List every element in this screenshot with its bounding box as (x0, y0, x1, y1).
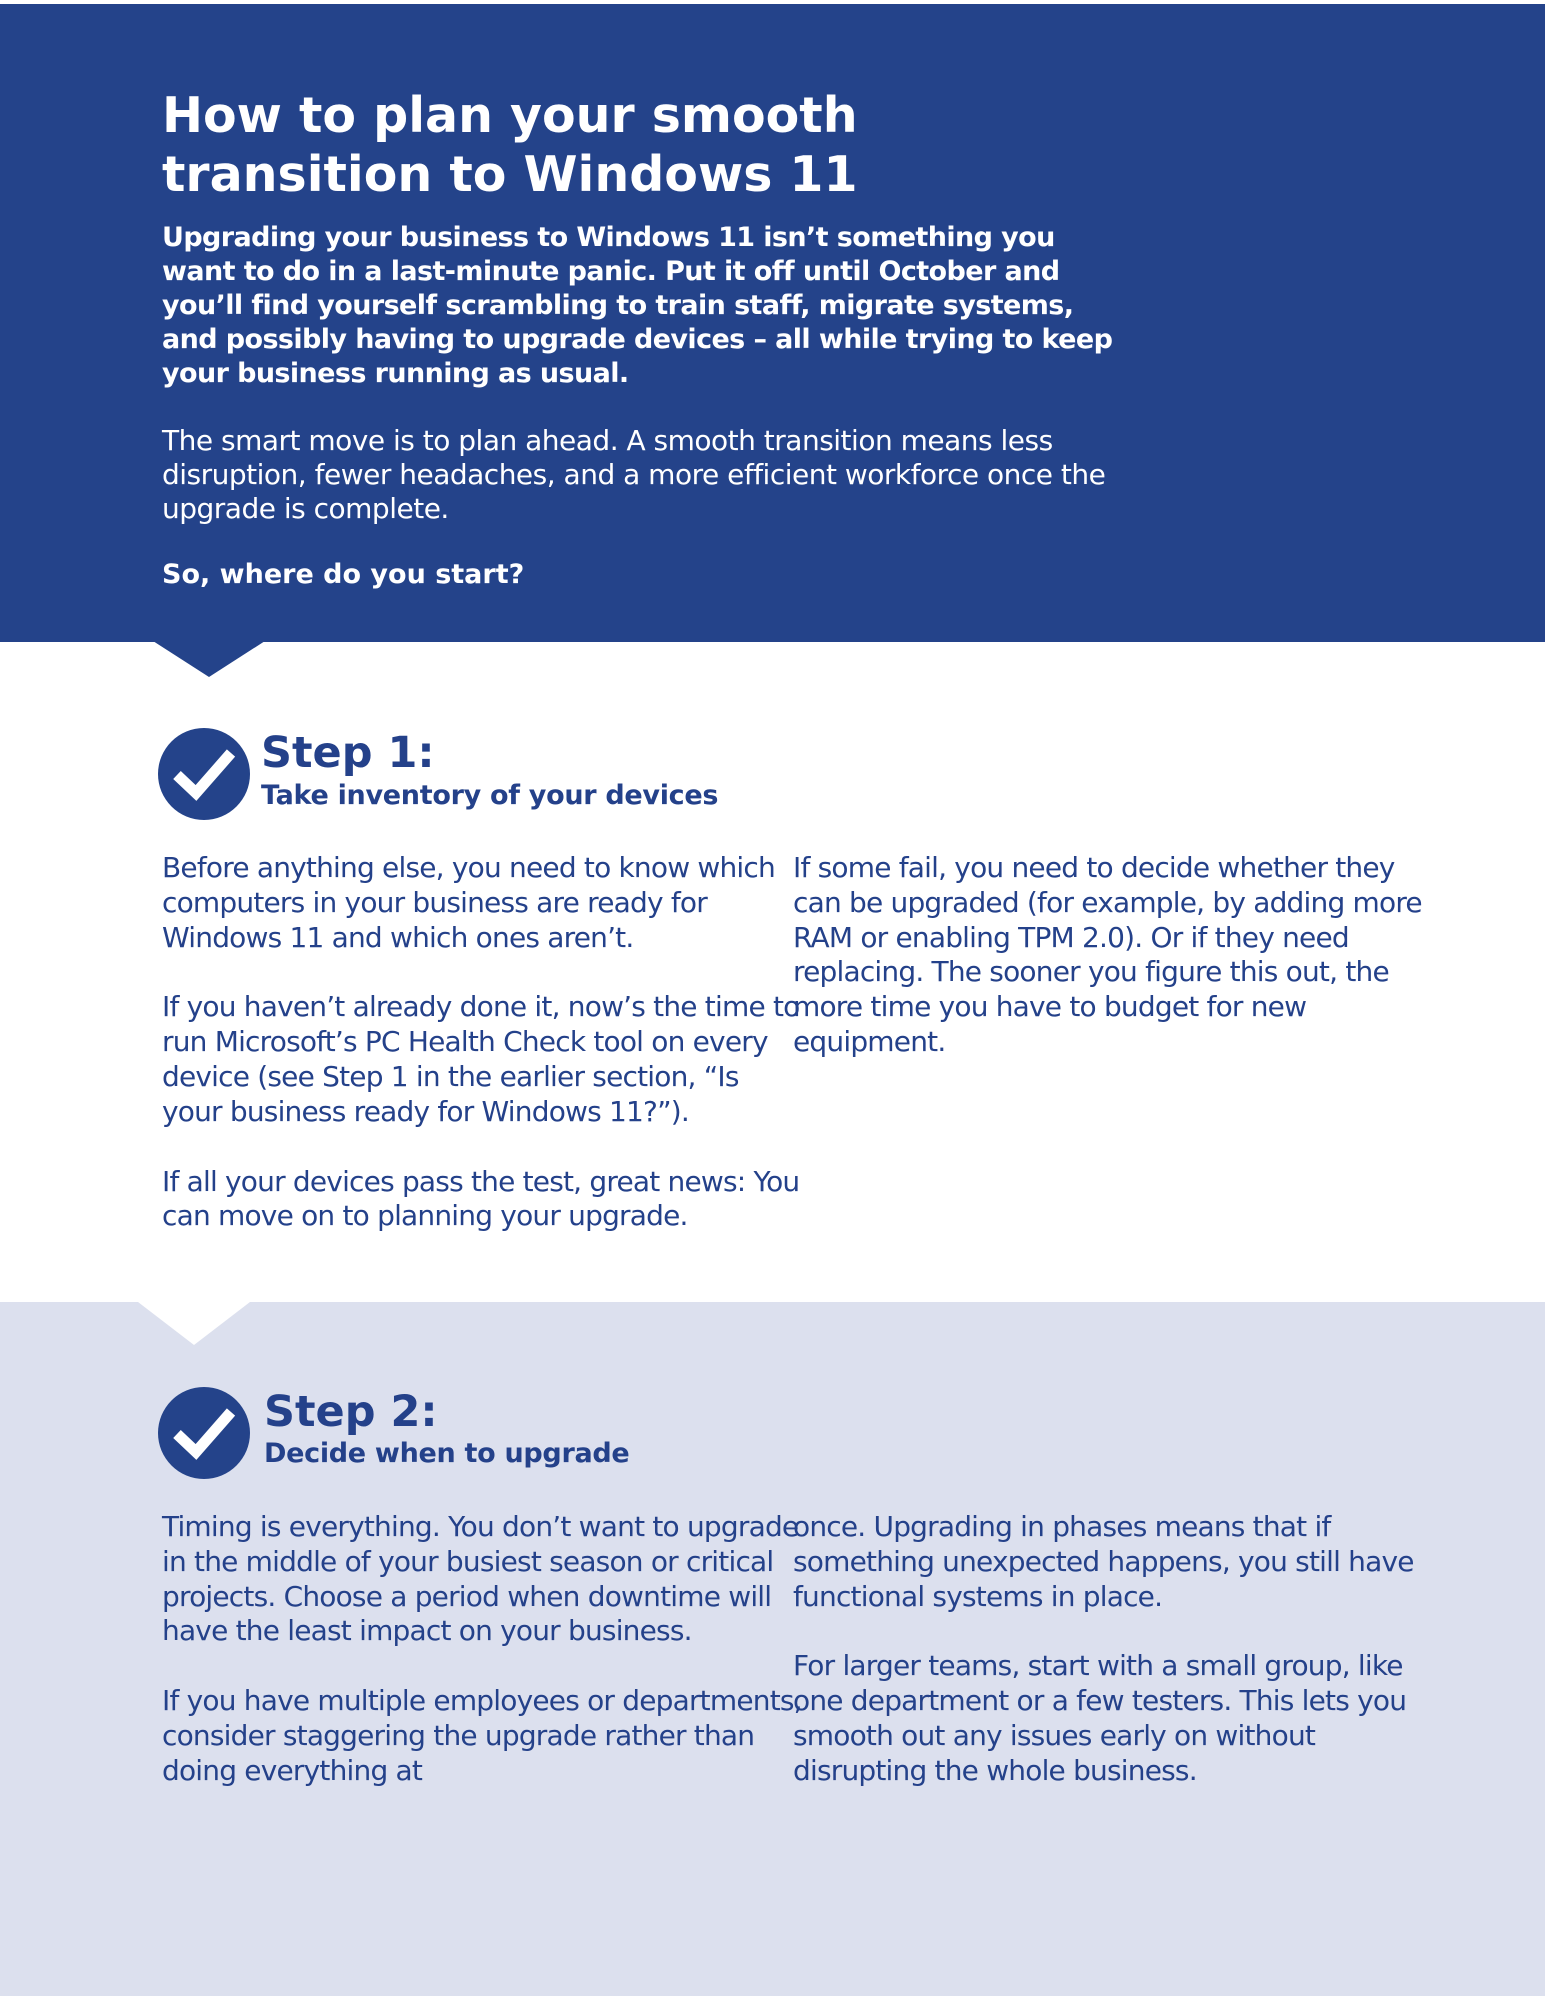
banner-pointer (153, 641, 265, 677)
step2-paragraph: For larger teams, start with a small group, like one department or a few testers. This lets you smooth out any issues early on without disrupting the whole business. (793, 1649, 1407, 1787)
step1-paragraph: If all your devices pass the test, great news: You can move on to planning your upgrade. (162, 1164, 800, 1233)
intro-question: So, where do you start? (162, 559, 525, 590)
step2-heading: Step 2: (264, 1387, 438, 1437)
checkmark-circle-icon (157, 727, 251, 821)
step2-paragraph: If you have multiple employees or departments, consider staggering the upgrade rather than doing everything at (162, 1684, 802, 1787)
step1-paragraph: Before anything else, you need to know which computers in your business are ready for Windows 11 and which ones aren’t. (162, 851, 775, 954)
step2-subheading: Decide when to upgrade (264, 1438, 630, 1469)
step1-subheading: Take inventory of your devices (261, 780, 719, 811)
step1-paragraph: If you haven’t already done it, now’s the time to run Microsoft’s PC Health Check tool on every device (see Step 1 in the earlier section, “Is your business ready for Windows 11?”). (162, 990, 800, 1128)
step1-right-column (793, 851, 1433, 1095)
intro-paragraph: The smart move is to plan ahead. A smooth transition means less disruption, fewer headaches, and a more efficient workforce once the upgrade is complete. (162, 424, 1106, 525)
step2-paragraph: once. Upgrading in phases means that if something unexpected happens, you still have functional systems in place. (793, 1510, 1414, 1613)
page-title: How to plan your smooth transition to Windows 11 (162, 87, 858, 203)
step2-right-column (793, 1510, 1433, 1824)
step2-left-column (162, 1510, 802, 1824)
intro-lead: Upgrading your business to Windows 11 isn’t something you want to do in a last-minute panic. Put it off until October and you’ll find yourself scrambling to train staff, migrate systems, and possibly having to upgrade devices – all while trying to keep your business running as usual. (162, 222, 1113, 389)
step1-paragraph: If some fail, you need to decide whether they can be upgraded (for example, by adding more RAM or enabling TPM 2.0). Or if they need replacing. The sooner you figure this out, the more time you have to budget for new equipment. (793, 851, 1422, 1058)
step1-heading: Step 1: (261, 728, 435, 778)
step2-paragraph: Timing is everything. You don’t want to upgrade in the middle of your busiest season or critical projects. Choose a period when downtime will have the least impact on your business. (162, 1510, 799, 1648)
step1-left-column (162, 851, 802, 1269)
checkmark-circle-icon (157, 1386, 251, 1480)
section-pointer (138, 1302, 250, 1345)
